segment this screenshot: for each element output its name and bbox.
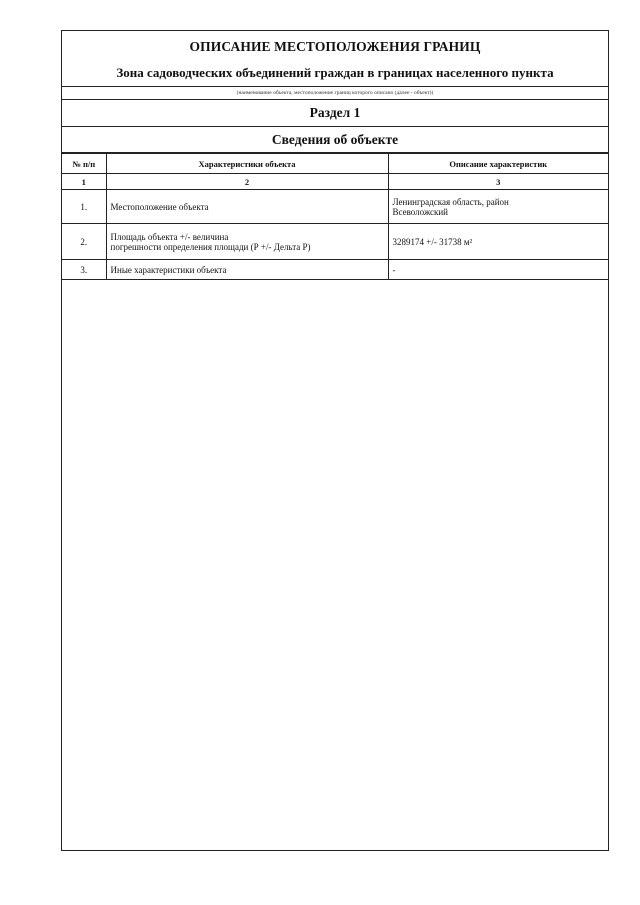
column-number-row <box>62 174 608 190</box>
column-header-number: № п/п <box>62 154 106 174</box>
section-title: Раздел 1 <box>62 100 608 127</box>
row-characteristic: Иные характеристики объекта <box>106 260 388 280</box>
object-name: Зона садоводческих объединений граждан в границах населенного пункта <box>116 65 554 80</box>
column-header-description: Описание характеристик <box>388 154 608 174</box>
section-subtitle: Сведения об объекте <box>62 127 608 153</box>
document-title: ОПИСАНИЕ МЕСТОПОЛОЖЕНИЯ ГРАНИЦ <box>189 39 481 54</box>
column-number: 3 <box>388 174 608 190</box>
row-characteristic: Площадь объекта +/- величина погрешности определения площади (Р +/- Дельта Р) <box>106 224 388 260</box>
document-header <box>62 31 608 86</box>
object-caption: (наименование объекта, местоположение границ которого описано (далее - объект)) <box>62 86 608 100</box>
row-number: 2. <box>62 224 106 260</box>
row-description: - <box>388 260 608 280</box>
document-frame <box>61 30 609 851</box>
table-row <box>62 260 608 280</box>
table-header-row <box>62 154 608 174</box>
column-number: 2 <box>106 174 388 190</box>
column-number: 1 <box>62 174 106 190</box>
object-info-table <box>62 153 608 280</box>
row-characteristic: Местоположение объекта <box>106 190 388 224</box>
table-row <box>62 190 608 224</box>
row-description: 3289174 +/- 31738 м² <box>388 224 608 260</box>
row-number: 3. <box>62 260 106 280</box>
row-description: Ленинградская область, район Всеволожский <box>388 190 608 224</box>
column-header-characteristic: Характеристики объекта <box>106 154 388 174</box>
table-row <box>62 224 608 260</box>
row-number: 1. <box>62 190 106 224</box>
